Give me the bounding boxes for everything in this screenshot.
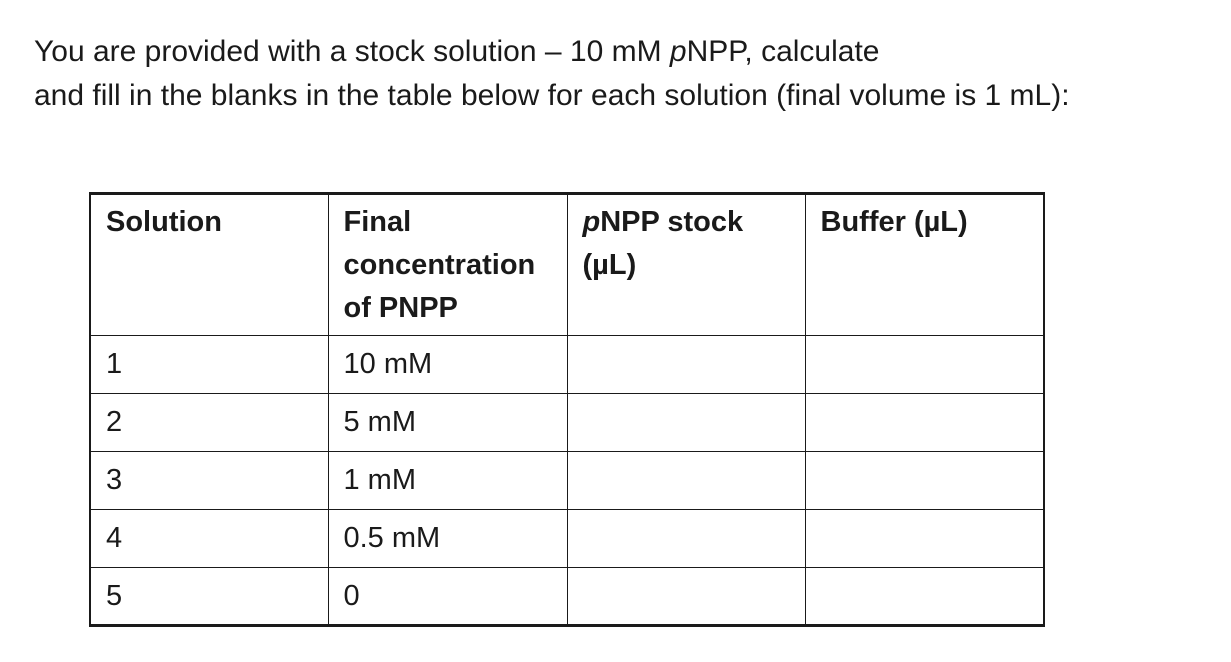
table-row [90, 568, 1044, 626]
table-row [90, 336, 1044, 394]
table-row [90, 510, 1044, 568]
instructions-text [34, 30, 1070, 118]
concentration-cell: 0 [328, 568, 567, 626]
stock-volume-cell[interactable] [567, 452, 805, 510]
concentration-cell: 10 mM [328, 336, 567, 394]
instructions-line-1 [34, 30, 1070, 74]
instructions-line-1-suffix: NPP, calculate [686, 35, 880, 68]
header-final-concentration: Final concentration of PNPP [328, 194, 567, 336]
header-pnpp-stock: pNPP stock (µL) [567, 194, 805, 336]
buffer-volume-cell[interactable] [805, 394, 1044, 452]
table-row [90, 394, 1044, 452]
stock-volume-cell[interactable] [567, 510, 805, 568]
solution-number-cell: 1 [90, 336, 328, 394]
instructions-line-1-prefix: You are provided with a stock solution – 10 mM [34, 35, 670, 68]
stock-volume-cell[interactable] [567, 336, 805, 394]
stock-volume-cell[interactable] [567, 394, 805, 452]
concentration-cell: 1 mM [328, 452, 567, 510]
solution-number-cell: 3 [90, 452, 328, 510]
instructions-line-2: and fill in the blanks in the table below for each solution (final volume is 1 mL): [34, 79, 1070, 112]
instructions-line-1-italic: p [669, 35, 687, 68]
solution-number-cell: 2 [90, 394, 328, 452]
solution-number-cell: 4 [90, 510, 328, 568]
buffer-volume-cell[interactable] [805, 510, 1044, 568]
header-solution: Solution [90, 194, 328, 336]
table-header-row [90, 194, 1044, 336]
header-buffer: Buffer (µL) [805, 194, 1044, 336]
stock-volume-cell[interactable] [567, 568, 805, 626]
concentration-cell: 0.5 mM [328, 510, 567, 568]
dilution-table [89, 192, 1045, 627]
buffer-volume-cell[interactable] [805, 336, 1044, 394]
concentration-cell: 5 mM [328, 394, 567, 452]
buffer-volume-cell[interactable] [805, 452, 1044, 510]
buffer-volume-cell[interactable] [805, 568, 1044, 626]
table-row [90, 452, 1044, 510]
solution-number-cell: 5 [90, 568, 328, 626]
